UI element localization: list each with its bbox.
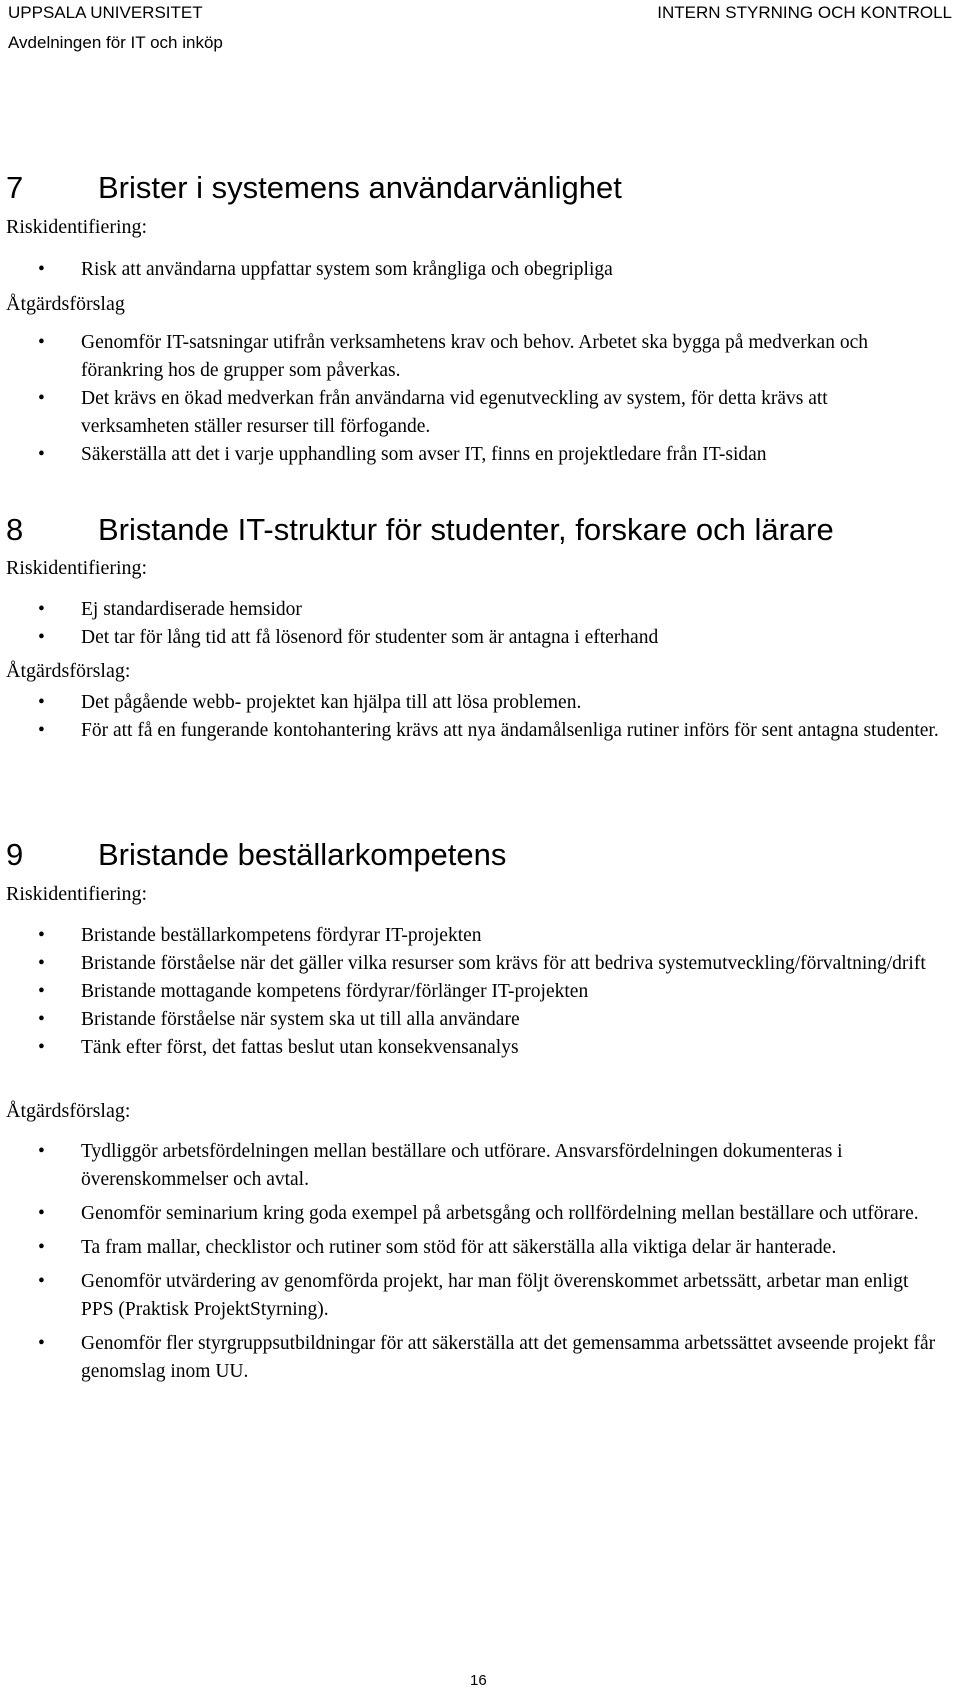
list-item: • Säkerställa att det i varje upphandling som avser IT, finns en projektledare från IT-sidan bbox=[0, 441, 960, 469]
list-item: • Ta fram mallar, checklistor och rutiner som stöd för att säkerställa alla viktiga delar är hanterade. bbox=[0, 1234, 960, 1262]
list-item: • För att få en fungerande kontohantering krävs att nya ändamålsenliga rutiner införs för sent antagna studenter. bbox=[0, 717, 960, 745]
section-title: Bristande beställarkompetens bbox=[98, 837, 507, 872]
action-proposal-label: Åtgärdsförslag bbox=[6, 293, 125, 315]
bullet-icon: • bbox=[38, 1141, 45, 1162]
bullet-icon: • bbox=[38, 627, 45, 648]
bullet-icon: • bbox=[38, 925, 45, 946]
action-list bbox=[0, 689, 960, 745]
list-item: • Det krävs en ökad medverkan från användarna vid egenutveckling av system, för detta krävs att verksamheten ställer resurser till förfogande. bbox=[0, 385, 960, 441]
bullet-icon: • bbox=[38, 1009, 45, 1030]
bullet-icon: • bbox=[38, 1237, 45, 1258]
list-item: • Tydliggör arbetsfördelningen mellan beställare och utförare. Ansvarsfördelningen dokumenteras i överenskommelser och avtal. bbox=[0, 1138, 960, 1194]
action-list bbox=[0, 329, 960, 469]
bullet-icon: • bbox=[38, 444, 45, 465]
list-item: • Bristande förståelse när system ska ut till alla användare bbox=[0, 1006, 960, 1034]
bullet-icon: • bbox=[38, 953, 45, 974]
section-number: 8 bbox=[6, 512, 24, 547]
risk-identification-label: Riskidentifiering: bbox=[6, 883, 148, 905]
bullet-icon: • bbox=[38, 692, 45, 713]
action-list bbox=[0, 1138, 960, 1386]
section-number: 7 bbox=[6, 170, 24, 205]
bullet-icon: • bbox=[38, 1203, 45, 1224]
action-proposal-label: Åtgärdsförslag: bbox=[6, 660, 131, 682]
list-item: • Bristande beställarkompetens fördyrar IT-projekten bbox=[0, 922, 960, 950]
bullet-icon: • bbox=[38, 1037, 45, 1058]
risk-identification-label: Riskidentifiering: bbox=[6, 216, 148, 238]
document-title: INTERN STYRNING OCH KONTROLL bbox=[657, 3, 952, 22]
bullet-icon: • bbox=[38, 1333, 45, 1354]
list-item: • Genomför fler styrgruppsutbildningar för att säkerställa att det gemensamma arbetssättet avseende projekt får genomslag inom UU. bbox=[0, 1330, 960, 1386]
page-number: 16 bbox=[470, 1672, 487, 1689]
risk-list bbox=[0, 256, 960, 284]
section-title: Bristande IT-struktur för studenter, forskare och lärare bbox=[98, 512, 834, 547]
section-title: Brister i systemens användarvänlighet bbox=[98, 170, 622, 205]
bullet-icon: • bbox=[38, 332, 45, 353]
department-name: Avdelningen för IT och inköp bbox=[8, 33, 223, 52]
bullet-icon: • bbox=[38, 720, 45, 741]
list-item: • Tänk efter först, det fattas beslut utan konsekvensanalys bbox=[0, 1034, 960, 1062]
list-item: • Risk att användarna uppfattar system som krångliga och obegripliga bbox=[0, 256, 960, 284]
list-item: • Bristande förståelse när det gäller vilka resurser som krävs för att bedriva systemutveckling/förvaltning/drift bbox=[0, 950, 960, 978]
list-item: • Ej standardiserade hemsidor bbox=[0, 596, 960, 624]
bullet-icon: • bbox=[38, 1271, 45, 1292]
risk-identification-label: Riskidentifiering: bbox=[6, 557, 148, 579]
bullet-icon: • bbox=[38, 981, 45, 1002]
bullet-icon: • bbox=[38, 388, 45, 409]
list-item: • Genomför IT-satsningar utifrån verksamhetens krav och behov. Arbetet ska bygga på medverkan och förankring hos de grupper som påverkas. bbox=[0, 329, 960, 385]
action-proposal-label: Åtgärdsförslag: bbox=[6, 1100, 131, 1122]
university-name: UPPSALA UNIVERSITET bbox=[8, 3, 203, 22]
list-item: • Genomför seminarium kring goda exempel på arbetsgång och rollfördelning mellan beställare och utförare. bbox=[0, 1200, 960, 1228]
risk-list bbox=[0, 922, 960, 1062]
section-number: 9 bbox=[6, 837, 24, 872]
list-item: • Det tar för lång tid att få lösenord för studenter som är antagna i efterhand bbox=[0, 624, 960, 652]
list-item: • Det pågående webb- projektet kan hjälpa till att lösa problemen. bbox=[0, 689, 960, 717]
risk-list bbox=[0, 596, 960, 652]
bullet-icon: • bbox=[38, 259, 45, 280]
list-item: • Genomför utvärdering av genomförda projekt, har man följt överenskommet arbetssätt, arbetar man enligt PPS (Praktisk ProjektStyrning). bbox=[0, 1268, 960, 1324]
bullet-icon: • bbox=[38, 599, 45, 620]
list-item: • Bristande mottagande kompetens fördyrar/förlänger IT-projekten bbox=[0, 978, 960, 1006]
